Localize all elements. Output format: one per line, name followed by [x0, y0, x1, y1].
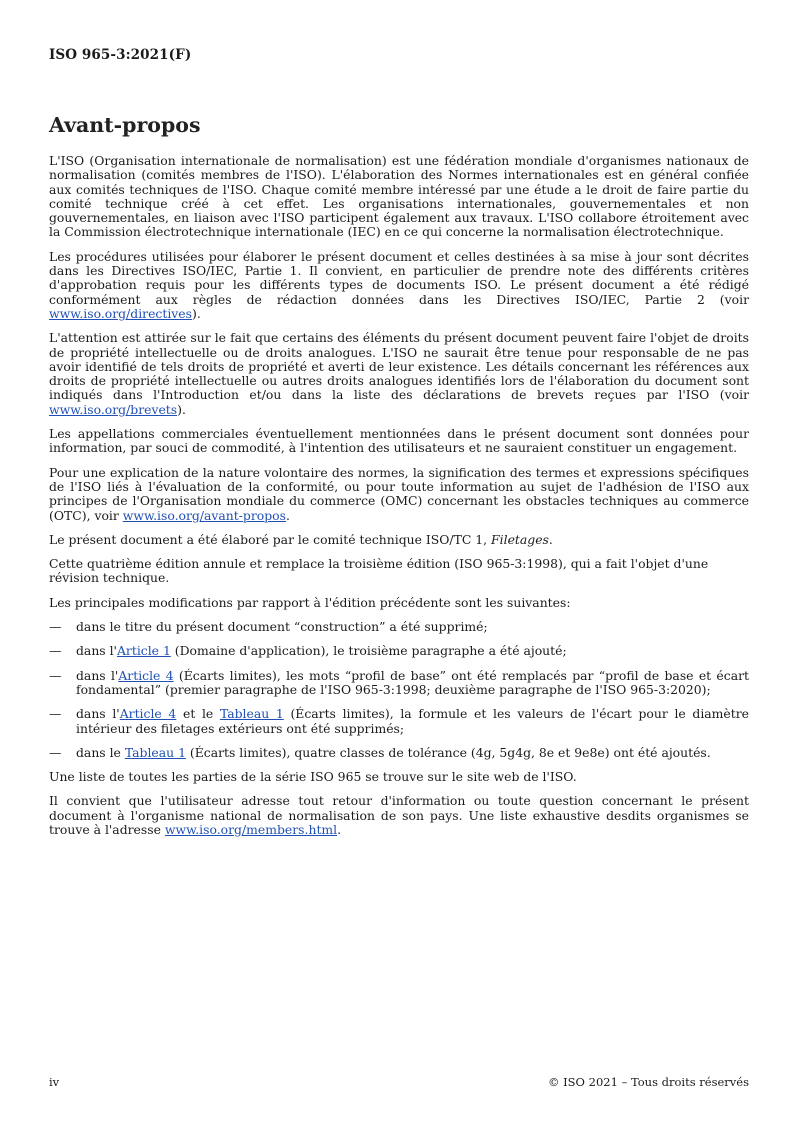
article-1-link[interactable]: Article 1 — [116, 643, 171, 659]
changes-list — [49, 620, 749, 760]
paragraph-changes-intro: Les principales modifications par rapport à l'édition précédente sont les suivantes: — [49, 594, 571, 610]
section-title: Avant-propos — [49, 113, 201, 137]
paragraph-committee: Le présent document a été élaboré par le comité technique ISO/TC 1, Filetages. — [49, 531, 553, 547]
members-link[interactable]: www.iso.org/members.html — [164, 821, 338, 837]
paragraph-procedures: Les procédures utilisées pour élaborer le présent document et celles destinées à sa mise à jour sont décrites dans les Directives ISO/IEC, Partie 1. Il convient, en particulier de prendre note des différents critères d'approbation requis pour les différents types de documents ISO. Le présent document a été rédigé conformément aux règles de rédaction données dans les Directives ISO/IEC, Partie 2 (voir www.iso.org/directives). — [49, 248, 749, 321]
document-id-header: ISO 965-3:2021(F) — [49, 47, 192, 63]
paragraph-series-parts: Une liste de toutes les parties de la série ISO 965 se trouve sur le site web de l'ISO. — [49, 769, 577, 785]
paragraph-patents: L'attention est attirée sur le fait que certains des éléments du présent document peuvent faire l'objet de droits de propriété intellectuelle ou de droits analogues. L'ISO ne saurait être tenue pour responsable de ne pas avoir identifié de tels droits de propriété et averti de leur existence. Les détails concernant les références aux droits de propriété intellectuelle ou autres droits analogues identifiés lors de l'élaboration du document sont indiqués dans l'Introduction et/ou dans la liste des déclarations de brevets reçues par l'ISO (voir www.iso.org/brevets). — [49, 330, 749, 417]
foreword-link[interactable]: www.iso.org/avant-propos — [122, 507, 286, 523]
patents-link[interactable]: www.iso.org/brevets — [49, 401, 178, 417]
table-1-link[interactable]: Tableau 1 — [124, 744, 186, 760]
article-4-link[interactable]: Article 4 — [119, 706, 177, 722]
list-item: — dans l'Article 4 (Écarts limites), les mots “profil de base” ont été remplacés par “profil de base et écart fondamental” (premier paragraphe de l'ISO 965-3:1998; deuxième paragraphe de l'ISO 965-3:2020); — [49, 667, 749, 697]
paragraph-edition: Cette quatrième édition annule et remplace la troisième édition (ISO 965-3:1998), qui a fait l'objet d'une révision technique. — [49, 556, 709, 586]
page-number: iv — [49, 1075, 60, 1089]
paragraph-iso-intro: L'ISO (Organisation internationale de normalisation) est une fédération mondiale d'organismes nationaux de normalisation (comités membres de l'ISO). L'élaboration des Normes internationales est en général confiée aux comités techniques de l'ISO. Chaque comité membre intéressé par une étude a le droit de faire partie du comité technique créé à cet effet. Les organisations internationales, gouvernementales et non gouvernementales, en liaison avec l'ISO participent également aux travaux. L'ISO collabore étroitement avec la Commission électrotechnique internationale (IEC) en ce qui concerne la normalisation électrotechnique. — [49, 153, 749, 240]
list-item: — dans l'Article 1 (Domaine d'application), le troisième paragraphe a été ajouté; — [49, 643, 567, 659]
dash-bullet: — — [49, 744, 62, 760]
paragraph-feedback: Il convient que l'utilisateur adresse tout retour d'information ou toute question concernant le présent document à l'organisme national de normalisation de son pays. Une liste exhaustive desdits organismes se trouve à l'adresse www.iso.org/members.html. — [49, 793, 749, 837]
directives-link[interactable]: www.iso.org/directives — [49, 305, 192, 321]
dash-bullet: — — [49, 706, 62, 722]
table-1-link[interactable]: Tableau 1 — [219, 706, 284, 722]
dash-bullet: — — [49, 667, 62, 683]
list-item: — dans le Tableau 1 (Écarts limites), quatre classes de tolérance (4g, 5g4g, 8e et 9e8e) ont été ajoutés. — [49, 744, 711, 760]
document-page — [49, 0, 749, 1122]
dash-bullet: — — [49, 619, 62, 635]
paragraph-trade-names: Les appellations commerciales éventuellement mentionnées dans le présent document sont données pour information, par souci de commodité, à l'intention des utilisateurs et ne sauraient constituer un engagement. — [49, 426, 749, 456]
dash-bullet: — — [49, 643, 62, 659]
paragraph-voluntary-nature: Pour une explication de la nature volontaire des normes, la signification des termes et expressions spécifiques de l'ISO liés à l'évaluation de la conformité, ou pour toute information au sujet de l'adhésion de l'ISO aux principes de l'Organisation mondiale du commerce (OMC) concernant les obstacles techniques au commerce (OTC), voir www.iso.org/avant-propos. — [49, 464, 749, 523]
list-item: — dans le titre du présent document “construction” a été supprimé; — [49, 619, 488, 635]
foreword-body — [49, 154, 749, 847]
list-item: — dans l'Article 4 et le Tableau 1 (Écarts limites), la formule et les valeurs de l'écart pour le diamètre intérieur des filetages extérieurs ont été supprimés; — [49, 706, 750, 736]
article-4-link[interactable]: Article 4 — [118, 667, 174, 683]
copyright-notice: © ISO 2021 – Tous droits réservés — [547, 1075, 749, 1089]
